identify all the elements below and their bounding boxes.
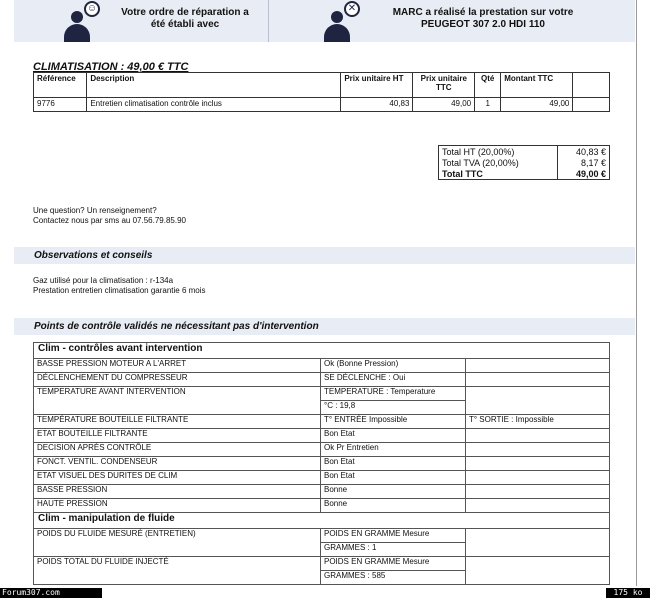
cell-qte: 1 bbox=[475, 98, 501, 112]
check-value: SE DÉCLENCHE : Oui bbox=[321, 373, 466, 387]
cell-empty bbox=[573, 98, 610, 112]
col-description: Description bbox=[87, 73, 341, 98]
price-table bbox=[33, 72, 610, 112]
check-label: ETAT VISUEL DES DURITES DE CLIM bbox=[34, 471, 321, 485]
header-right-line2: PEUGEOT 307 2.0 HDI 110 bbox=[421, 19, 545, 30]
check-label: DECISION APRÈS CONTRÔLE bbox=[34, 443, 321, 457]
table-row bbox=[34, 485, 610, 499]
col-reference: Référence bbox=[34, 73, 87, 98]
table-row bbox=[34, 499, 610, 513]
table-row bbox=[34, 557, 610, 571]
header-right-text bbox=[378, 7, 588, 31]
table-row bbox=[34, 529, 610, 543]
check-value-2: °C : 19,8 bbox=[321, 401, 466, 415]
check-value: Bon Etat bbox=[321, 429, 466, 443]
check-extra bbox=[466, 443, 610, 457]
table-row bbox=[34, 415, 610, 429]
observation-line1: Gaz utilisé pour la climatisation : r-134a bbox=[33, 276, 174, 285]
check-value-2: GRAMMES : 1 bbox=[321, 543, 466, 557]
total-tva-row bbox=[439, 157, 610, 168]
price-table-header bbox=[34, 73, 610, 98]
check-extra bbox=[466, 387, 610, 415]
contact-line2: Contactez nous par sms au 07.56.79.85.90 bbox=[33, 216, 186, 225]
check-value: Ok Pr Entretien bbox=[321, 443, 466, 457]
check-label: BASSE PRESSION MOTEUR A L'ARRET bbox=[34, 359, 321, 373]
check-value: POIDS EN GRAMME Mesure bbox=[321, 529, 466, 543]
contact-block bbox=[33, 206, 186, 226]
table-row bbox=[34, 429, 610, 443]
check-extra bbox=[466, 557, 610, 585]
col-pu-ttc: Prix unitaire TTC bbox=[413, 73, 475, 98]
table-row bbox=[34, 457, 610, 471]
check-extra bbox=[466, 485, 610, 499]
table-row bbox=[34, 471, 610, 485]
check-label: TEMPERATURE AVANT INTERVENTION bbox=[34, 387, 321, 415]
table-row bbox=[34, 359, 610, 373]
check-label: BASSE PRESSION bbox=[34, 485, 321, 499]
total-ttc-row bbox=[439, 168, 610, 180]
col-montant: Montant TTC bbox=[501, 73, 573, 98]
header-left-line2: été établi avec bbox=[150, 19, 220, 30]
group1-title: Clim - contrôles avant intervention bbox=[34, 343, 610, 359]
check-value: Bon Etat bbox=[321, 471, 466, 485]
contact-line1: Une question? Un renseignement? bbox=[33, 206, 157, 215]
check-value-2: GRAMMES : 585 bbox=[321, 571, 466, 585]
total-ht-value: 40,83 € bbox=[557, 146, 609, 158]
check-label: DÉCLENCHEMENT DU COMPRESSEUR bbox=[34, 373, 321, 387]
observations-title: Observations et conseils bbox=[34, 250, 153, 261]
group-row bbox=[34, 513, 610, 529]
col-pu-ht: Prix unitaire HT bbox=[341, 73, 413, 98]
col-qte: Qté bbox=[475, 73, 501, 98]
header-left-text bbox=[110, 7, 260, 31]
header-divider bbox=[268, 0, 269, 42]
check-value: T° ENTRÉE Impossible bbox=[321, 415, 466, 429]
check-extra bbox=[466, 457, 610, 471]
total-ttc-value: 49,00 € bbox=[557, 168, 609, 180]
check-label: HAUTE PRESSION bbox=[34, 499, 321, 513]
check-label: ETAT BOUTEILLE FILTRANTE bbox=[34, 429, 321, 443]
observations-text bbox=[33, 276, 206, 296]
table-row bbox=[34, 98, 610, 112]
check-extra bbox=[466, 429, 610, 443]
header-left-line1: Votre ordre de réparation a bbox=[121, 7, 249, 18]
header-right-line1: MARC a réalisé la prestation sur votre bbox=[392, 7, 574, 18]
check-value: Bon Etat bbox=[321, 457, 466, 471]
check-label: TEMPÉRATURE BOUTEILLE FILTRANTE bbox=[34, 415, 321, 429]
total-ht-row bbox=[439, 146, 610, 158]
wrench-icon: ✕ bbox=[344, 1, 360, 17]
check-extra: T° SORTIE : Impossible bbox=[466, 415, 610, 429]
check-value: Ok (Bonne Pression) bbox=[321, 359, 466, 373]
check-extra bbox=[466, 529, 610, 557]
check-label: POIDS TOTAL DU FLUIDE INJECTÉ bbox=[34, 557, 321, 585]
points-title: Points de contrôle validés ne nécessitant pas d'intervention bbox=[34, 321, 319, 332]
check-value: Bonne bbox=[321, 485, 466, 499]
group-row bbox=[34, 343, 610, 359]
table-row bbox=[34, 443, 610, 457]
check-extra bbox=[466, 359, 610, 373]
cell-description: Entretien climatisation contrôle inclus bbox=[87, 98, 341, 112]
check-label: FONCT. VENTIL. CONDENSEUR bbox=[34, 457, 321, 471]
cell-pu-ht: 40,83 bbox=[341, 98, 413, 112]
smiley-icon: ☺ bbox=[84, 1, 100, 17]
table-row bbox=[34, 373, 610, 387]
table-row bbox=[34, 387, 610, 401]
total-tva-label: Total TVA (20,00%) bbox=[442, 157, 519, 168]
footer-size: 175 ko bbox=[606, 588, 650, 598]
cell-montant: 49,00 bbox=[501, 98, 573, 112]
cell-ref: 9776 bbox=[34, 98, 87, 112]
check-extra bbox=[466, 471, 610, 485]
total-ht-label: Total HT (20,00%) bbox=[442, 146, 515, 157]
total-ttc-label: Total TTC bbox=[442, 168, 483, 179]
checks-table bbox=[33, 342, 610, 585]
total-tva-value: 8,17 € bbox=[557, 157, 609, 168]
col-empty bbox=[573, 73, 610, 98]
check-label: POIDS DU FLUIDE MESURÉ (ENTRETIEN) bbox=[34, 529, 321, 557]
check-value: Bonne bbox=[321, 499, 466, 513]
footer-site: Forum307.com bbox=[0, 588, 102, 598]
check-value: TEMPERATURE : Temperature bbox=[321, 387, 466, 401]
cell-pu-ttc: 49,00 bbox=[413, 98, 475, 112]
check-value: POIDS EN GRAMME Mesure bbox=[321, 557, 466, 571]
check-extra bbox=[466, 499, 610, 513]
totals-table bbox=[438, 145, 610, 180]
group2-title: Clim - manipulation de fluide bbox=[34, 513, 610, 529]
check-extra bbox=[466, 373, 610, 387]
section-title: CLIMATISATION : 49,00 € TTC bbox=[33, 61, 189, 73]
observation-line2: Prestation entretien climatisation garantie 6 mois bbox=[33, 286, 206, 295]
